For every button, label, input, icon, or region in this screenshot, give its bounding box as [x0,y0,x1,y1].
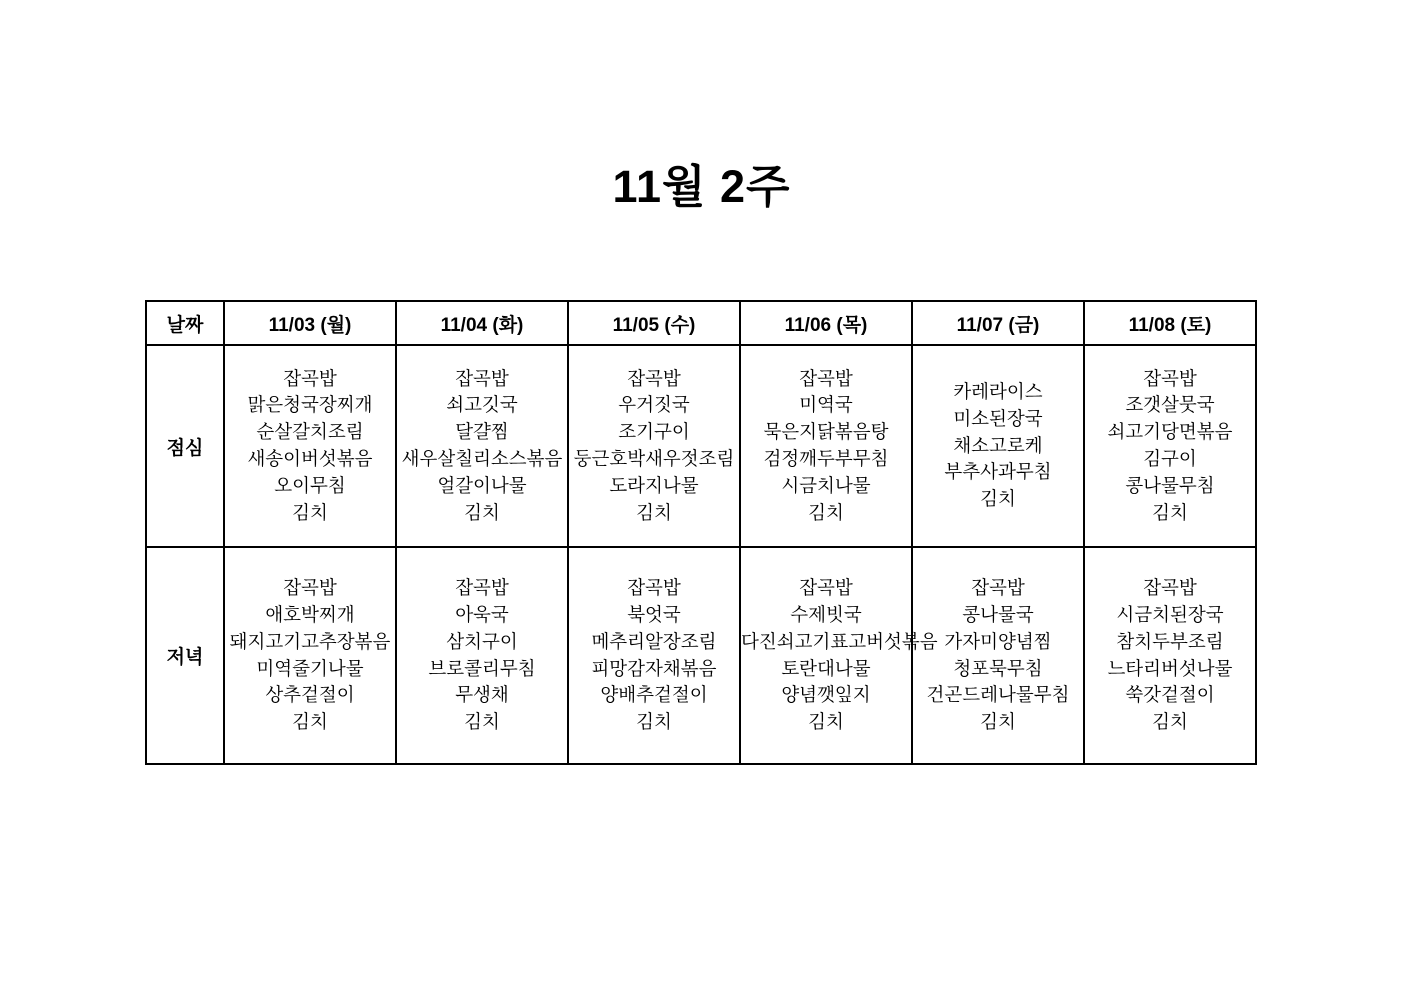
menu-item: 시금치된장국 [1116,603,1224,625]
table-header-row [146,301,1256,345]
menu-item: 검정깨두부무침 [763,448,889,469]
menu-item: 무생채 [455,684,509,706]
menu-item: 맑은청국장찌개 [247,394,373,416]
menu-item: 미역국 [799,394,853,416]
menu-item: 애호박찌개 [265,603,355,625]
menu-item: 김치 [636,501,672,523]
header-day-0: 11/03 (월) [224,301,396,345]
menu-item: 카레라이스 [953,380,1043,402]
menu-item: 채소고로케 [953,434,1043,456]
menu-item: 부추사과무침 [944,461,1052,483]
page-title: 11월 2주 [612,161,791,212]
dinner-cell-day-5 [1084,547,1256,764]
menu-item: 김치 [1152,501,1188,523]
weekly-menu-table [145,300,1257,765]
menu-item: 콩나물무침 [1125,474,1215,496]
menu-item: 피망감자채볶음 [591,657,717,679]
menu-item: 달걀찜 [455,421,509,443]
menu-item: 쇠고깃국 [446,394,518,416]
menu-item: 새우살칠리소스볶음 [401,448,563,469]
menu-item: 김치 [808,711,844,733]
row-label-dinner: 저녁 [146,547,224,764]
menu-item: 잡곡밥 [455,367,509,389]
lunch-cell-day-2 [568,345,740,547]
menu-item: 잡곡밥 [283,577,337,599]
menu-item: 건곤드레나물무침 [926,684,1070,706]
menu-item: 상추겉절이 [265,684,355,706]
menu-item: 둥근호박새우젓조림 [573,448,735,469]
menu-item: 김치 [1152,711,1188,733]
dinner-cell-day-3 [740,547,938,764]
menu-item: 우거짓국 [618,394,690,416]
menu-item: 김치 [464,501,500,523]
menu-item: 김치 [292,501,328,523]
menu-item: 조기구이 [618,421,690,443]
menu-item: 잡곡밥 [627,577,681,599]
menu-item: 토란대나물 [781,657,871,679]
lunch-cell-day-5 [1084,345,1256,547]
menu-item: 도라지나물 [609,474,699,496]
menu-item: 청포묵무침 [953,657,1043,679]
menu-item: 김치 [464,711,500,733]
menu-item: 수제빗국 [790,603,862,625]
menu-item: 김치 [808,501,844,523]
table-row-dinner [146,547,1256,764]
menu-item: 김치 [980,488,1016,510]
menu-item: 참치두부조림 [1116,630,1224,652]
menu-item: 돼지고기고추장볶음 [229,630,391,652]
header-day-5: 11/08 (토) [1084,301,1256,345]
header-day-3: 11/06 (목) [740,301,912,345]
header-day-2: 11/05 (수) [568,301,740,345]
menu-item: 북엇국 [627,603,681,625]
menu-item: 미소된장국 [953,407,1043,429]
header-day-1: 11/04 (화) [396,301,568,345]
menu-item: 미역줄기나물 [256,657,364,679]
menu-item: 순살갈치조림 [256,421,364,443]
dinner-cell-day-4 [912,547,1084,764]
menu-item: 새송이버섯볶음 [247,448,373,469]
menu-item: 아욱국 [455,603,509,625]
header-day-4: 11/07 (금) [912,301,1084,345]
menu-item: 잡곡밥 [627,367,681,389]
menu-item: 잡곡밥 [1143,577,1197,599]
menu-item: 묵은지닭볶음탕 [763,421,889,443]
menu-item: 잡곡밥 [971,577,1025,599]
menu-item: 잡곡밥 [1143,367,1197,389]
menu-item: 김구이 [1143,448,1197,469]
menu-item: 김치 [636,711,672,733]
menu-item: 오이무침 [274,474,346,496]
lunch-cell-day-4 [912,345,1084,547]
menu-item: 잡곡밥 [799,367,853,389]
menu-item: 가자미양념찜 [944,630,1052,652]
menu-item: 쇠고기당면볶음 [1107,421,1233,443]
menu-item: 김치 [292,711,328,733]
menu-item: 잡곡밥 [455,577,509,599]
menu-item: 시금치나물 [781,474,871,496]
menu-item: 잡곡밥 [283,367,337,389]
row-label-lunch: 점심 [146,345,224,547]
dinner-cell-day-1 [396,547,568,764]
menu-item: 김치 [980,711,1016,733]
menu-item: 콩나물국 [962,603,1034,625]
lunch-cell-day-3 [740,345,912,547]
menu-item: 양념깻잎지 [781,684,871,706]
lunch-cell-day-0 [224,345,396,547]
menu-item: 삼치구이 [446,630,518,652]
menu-item: 양배추겉절이 [600,684,708,706]
menu-item: 쑥갓겉절이 [1125,684,1215,706]
menu-item: 메추리알장조림 [591,630,717,652]
dinner-cell-day-0 [224,547,396,764]
table-row-lunch [146,345,1256,547]
menu-item: 조갯살뭇국 [1125,394,1215,416]
header-date-label: 날짜 [146,301,224,345]
menu-item: 얼갈이나물 [437,474,527,496]
menu-item: 느타리버섯나물 [1107,657,1233,679]
menu-item: 다진쇠고기표고버섯볶음 [741,630,938,652]
dinner-cell-day-2 [568,547,740,764]
lunch-cell-day-1 [396,345,568,547]
menu-item: 잡곡밥 [799,577,853,599]
menu-item: 브로콜리무침 [428,657,536,679]
